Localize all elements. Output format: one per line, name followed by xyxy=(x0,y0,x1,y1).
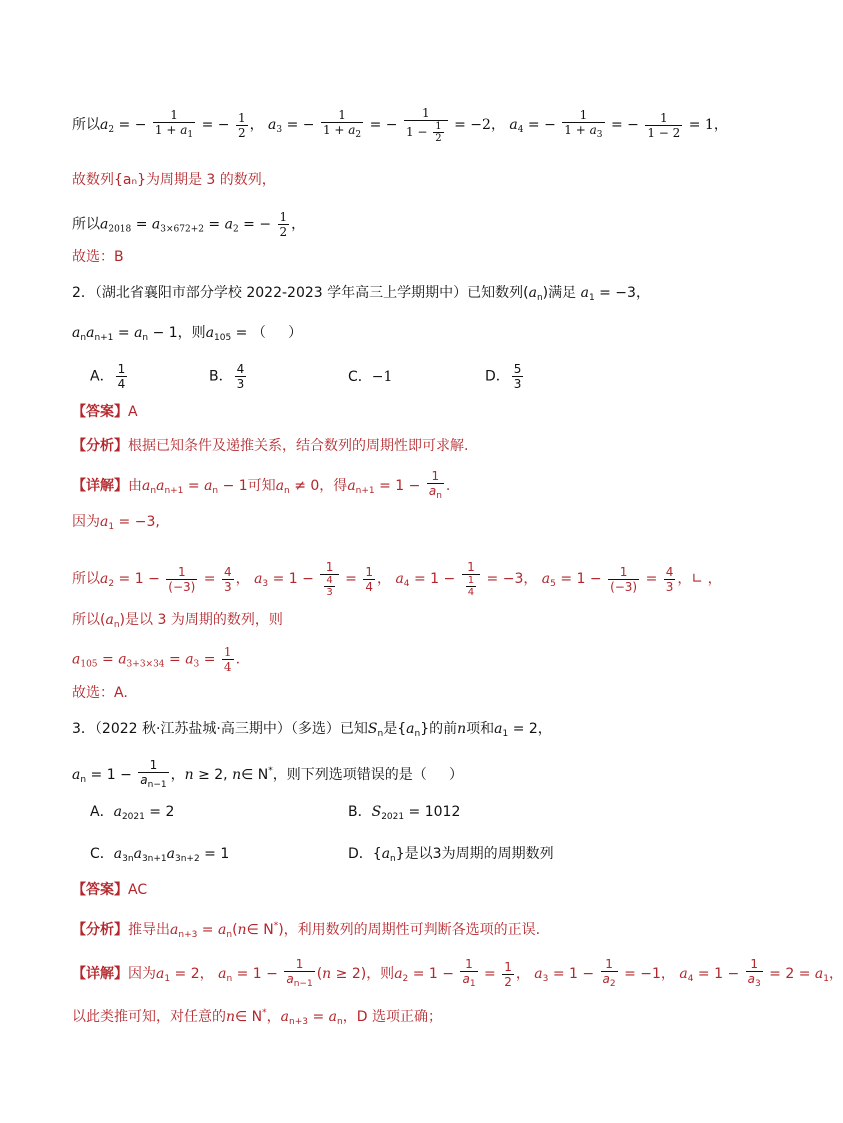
q3-option-a[interactable]: A．$a_{2021} = 2$ xyxy=(90,804,175,822)
q3-answer: 【答案】AC xyxy=(72,882,148,898)
q3-detail-1: 【详解】因为$a_1 = 2$， $a_n = 1$ − $\frac{1}{a_{n-1}}$ (n ≥ 2)，则$a_2 = 1$ − $\frac{1}{a_1}$ = $\frac{1}{2}$ ， $a_3 = 1$ − $\frac{1}{a_2}$ = −1， $a_4 = 1$ − $\frac{1}{a_3}$ = $2 = a_1$， xyxy=(72,957,843,989)
q3-option-d[interactable]: D．$\{a_n\}$是以3为周期的周期数列 xyxy=(348,846,554,864)
q2-option-b[interactable]: B． $\frac{4}{3}$ xyxy=(209,362,245,391)
q2-option-c[interactable]: C．−1 xyxy=(348,369,393,385)
top-line-2: 故数列{aₙ}为周期是 3 的数列， xyxy=(72,172,276,188)
q2-stem-line-1: 2．（湖北省襄阳市部分学校 2022-2023 学年高三上学期期中）已知数列$(a_n)$满足 $a_1 = -3$， xyxy=(72,285,650,303)
q2-detail-4: 所以$(a_n)$是以 3 为周期的数列，则 xyxy=(72,612,283,630)
q3-stem-line-2: $a_n = 1$ − $\frac{1}{a_{n-1}}$ ，n ≥ 2, n∈ N*，则下列选项错误的是（ ） xyxy=(72,758,463,790)
q3-analysis: 【分析】推导出$a_{n+3}$ = $a_n(n\in$ N*)，利用数列的周期性可判断各选项的正误. xyxy=(72,921,541,940)
q2-option-a[interactable]: A． $\frac{1}{4}$ xyxy=(90,362,126,391)
q2-detail-2: 因为$a_1 = -3$, xyxy=(72,514,160,532)
q2-stem-line-2: $a_na_{n+1} = a_n - 1$，则$a_{105}$ = （ ） xyxy=(72,325,303,343)
q3-option-c[interactable]: C．$a_{3n}a_{3n+1}a_{3n+2} = 1$ xyxy=(90,846,230,864)
q2-analysis: 【分析】根据已知条件及递推关系，结合数列的周期性即可求解. xyxy=(72,438,469,454)
q2-detail-1: 【详解】由$a_na_{n+1} = a_n - 1$可知$a_n \ne 0$，得$a_{n+1} = 1$ − $\frac{1}{a_n}$ . xyxy=(72,469,451,501)
q2-conclusion: 故选：A. xyxy=(72,685,128,701)
q2-detail-3: 所以$a_2 = 1$ − $\frac{1}{(-3)}$ = $\frac{4}{3}$ ， $a_3 = 1$ − $\frac{1}{\frac{4}{3}}$ = $\frac{1}{4}$ ， $a_4 = 1$ − $\frac{1}{\frac{1}{4}}$ = −3， $a_5 = 1$ − $\frac{1}{(-3)}$ = $\frac{4}{3}$ ，∟ ， xyxy=(72,560,722,598)
top-line-1: 所以$a_2$ = − $\frac{1}{1 + a_1}$ = − $\frac{1}{2}$ ， $a_3$ = − $\frac{1}{1 + a_2}$ = − 1 1 − $\frac{1}{2}$ = −2， $a_4$ = − $\frac{1}{1 + a_3}$ = − $\frac{1}{1 - 2}$ = 1， xyxy=(72,106,728,144)
q3-detail-2: 以此类推可知，对任意的n∈ N*，$a_{n+3} = a_n$，D 选项正确； xyxy=(72,1008,442,1027)
q3-stem-line-1: 3．（2022 秋·江苏盐城·高三期中）（多选）已知$S_n$是$\{a_n\}$的前n项和$a_1 = 2$， xyxy=(72,721,552,739)
top-line-3: 所以$a_{2018} = a_{3\times 672+2} = a_2$ = − $\frac{1}{2}$ ， xyxy=(72,210,306,239)
q2-answer: 【答案】A xyxy=(72,404,138,420)
q3-option-b[interactable]: B．$S_{2021} = 1012$ xyxy=(348,804,461,822)
q2-detail-5: $a_{105} = a_{3+3\times 34} = a_3$ = $\frac{1}{4}$ . xyxy=(72,645,241,674)
top-line-4: 故选：B xyxy=(72,249,124,265)
q2-option-d[interactable]: D． $\frac{5}{3}$ xyxy=(485,362,522,391)
